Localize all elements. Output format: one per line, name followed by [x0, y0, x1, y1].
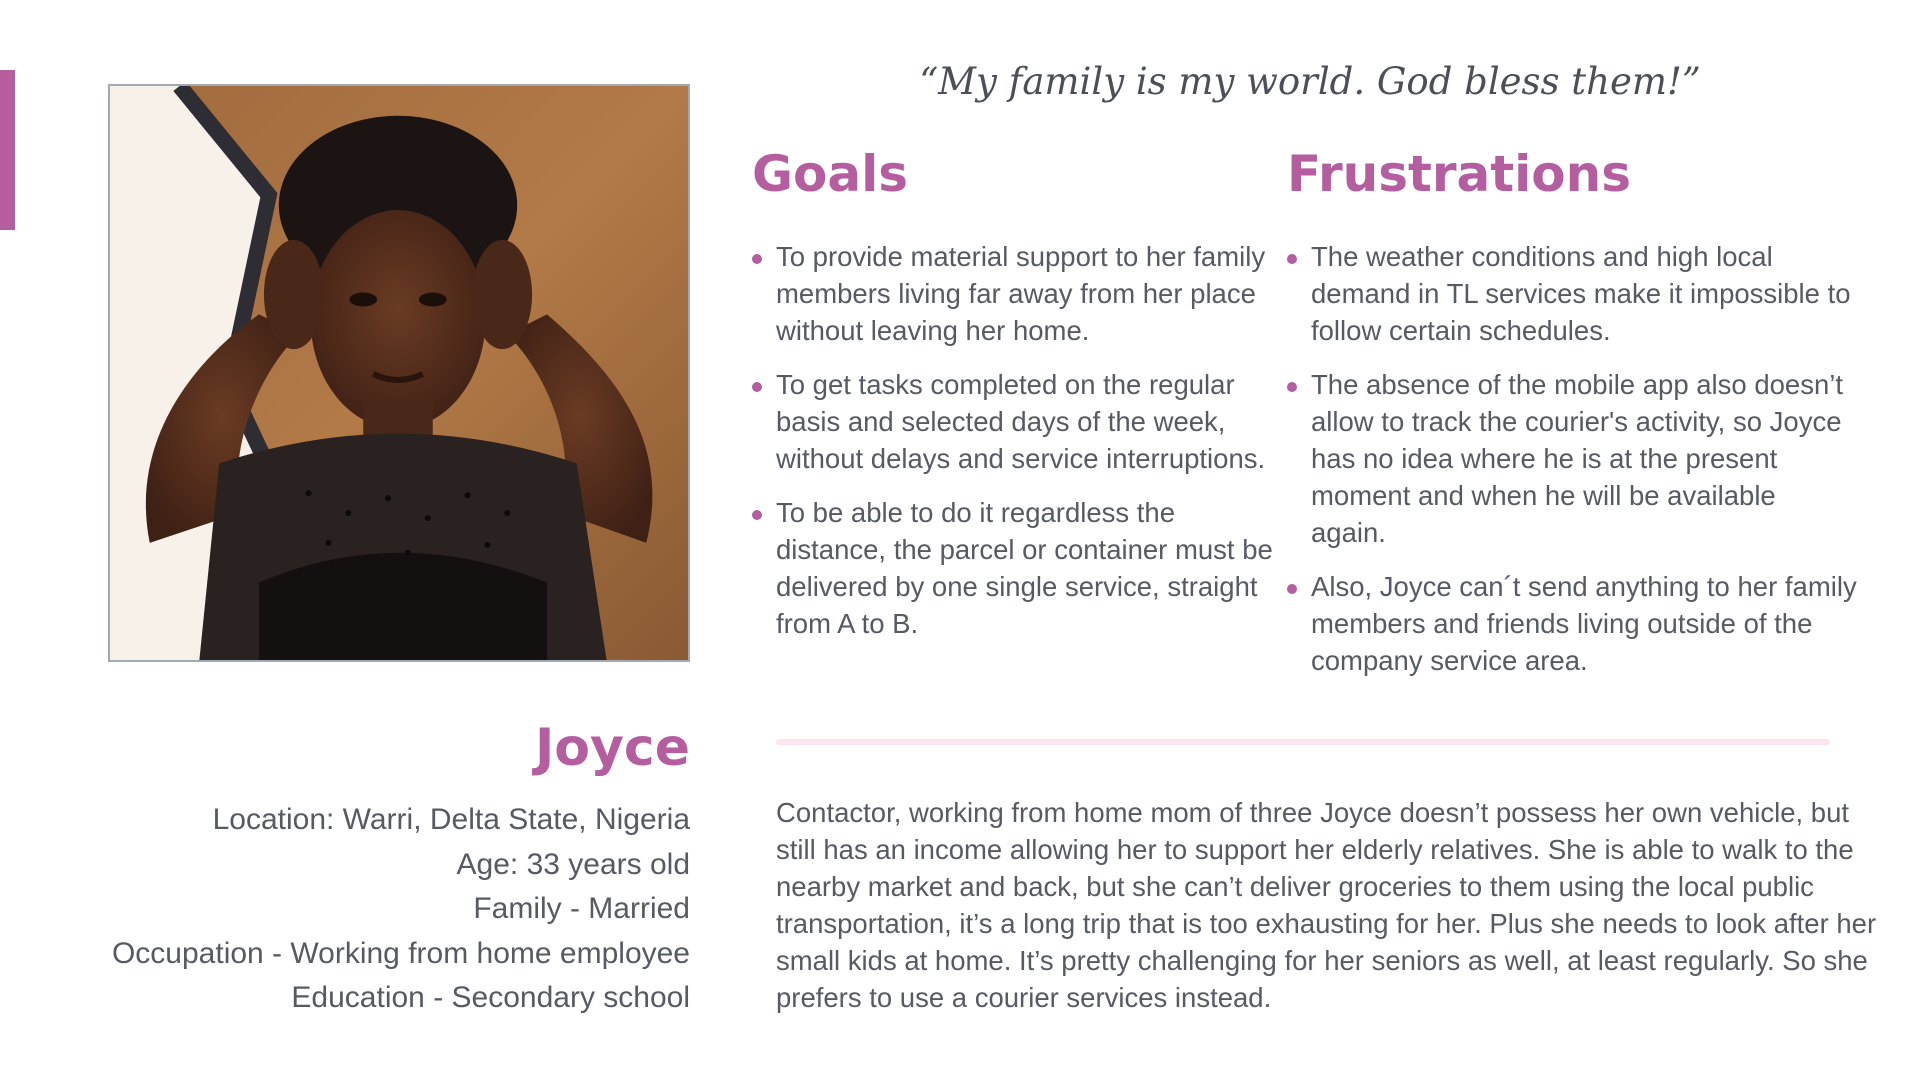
- frustrations-list: [1287, 238, 1857, 696]
- section-divider: [776, 739, 1830, 745]
- frustration-item: Also, Joyce can´t send anything to her family members and friends living outside of the company service area.: [1287, 568, 1857, 679]
- detail-education: Education - Secondary school: [291, 981, 690, 1014]
- goals-title: Goals: [752, 145, 909, 203]
- persona-details: [40, 798, 690, 1021]
- persona-photo: [108, 84, 690, 662]
- goal-item: To get tasks completed on the regular basis and selected days of the week, without delays and service interruptions.: [752, 366, 1282, 477]
- goals-list: [752, 238, 1282, 659]
- detail-occupation: Occupation - Working from home employee: [111, 936, 690, 970]
- frustration-item: The absence of the mobile app also doesn’t allow to track the courier's activity, so Joyce has no idea where he is at the present moment and when he will be available again.: [1287, 366, 1857, 551]
- accent-bar: [0, 70, 15, 230]
- detail-family: Family - Married: [473, 892, 690, 925]
- detail-location: Location: Warri, Delta State, Nigeria: [212, 803, 690, 836]
- goal-item: To be able to do it regardless the distance, the parcel or container must be delivered by one single service, straight from A to B.: [752, 494, 1282, 642]
- frustrations-title: Frustrations: [1287, 145, 1632, 203]
- persona-photo-illustration: [110, 86, 688, 660]
- persona-quote: “My family is my world. God bless them!”: [919, 60, 1701, 103]
- detail-age: Age: 33 years old: [456, 847, 690, 881]
- persona-name: Joyce: [534, 718, 690, 778]
- frustration-item: The weather conditions and high local demand in TL services make it impossible to follow certain schedules.: [1287, 238, 1857, 349]
- persona-bio: Contactor, working from home mom of three Joyce doesn’t possess her own vehicle, but still has an income allowing her to support her elderly relatives. She is able to walk to the nearby market and back, but she can’t deliver groceries to them using the local public transportation, it’s a long trip that is too exhausting for her. Plus she needs to look after her small kids at home. It’s pretty challenging for her seniors as well, at least regularly. So she prefers to use a courier services instead.: [776, 797, 1877, 1013]
- goal-item: To provide material support to her family members living far away from her place without leaving her home.: [752, 238, 1282, 349]
